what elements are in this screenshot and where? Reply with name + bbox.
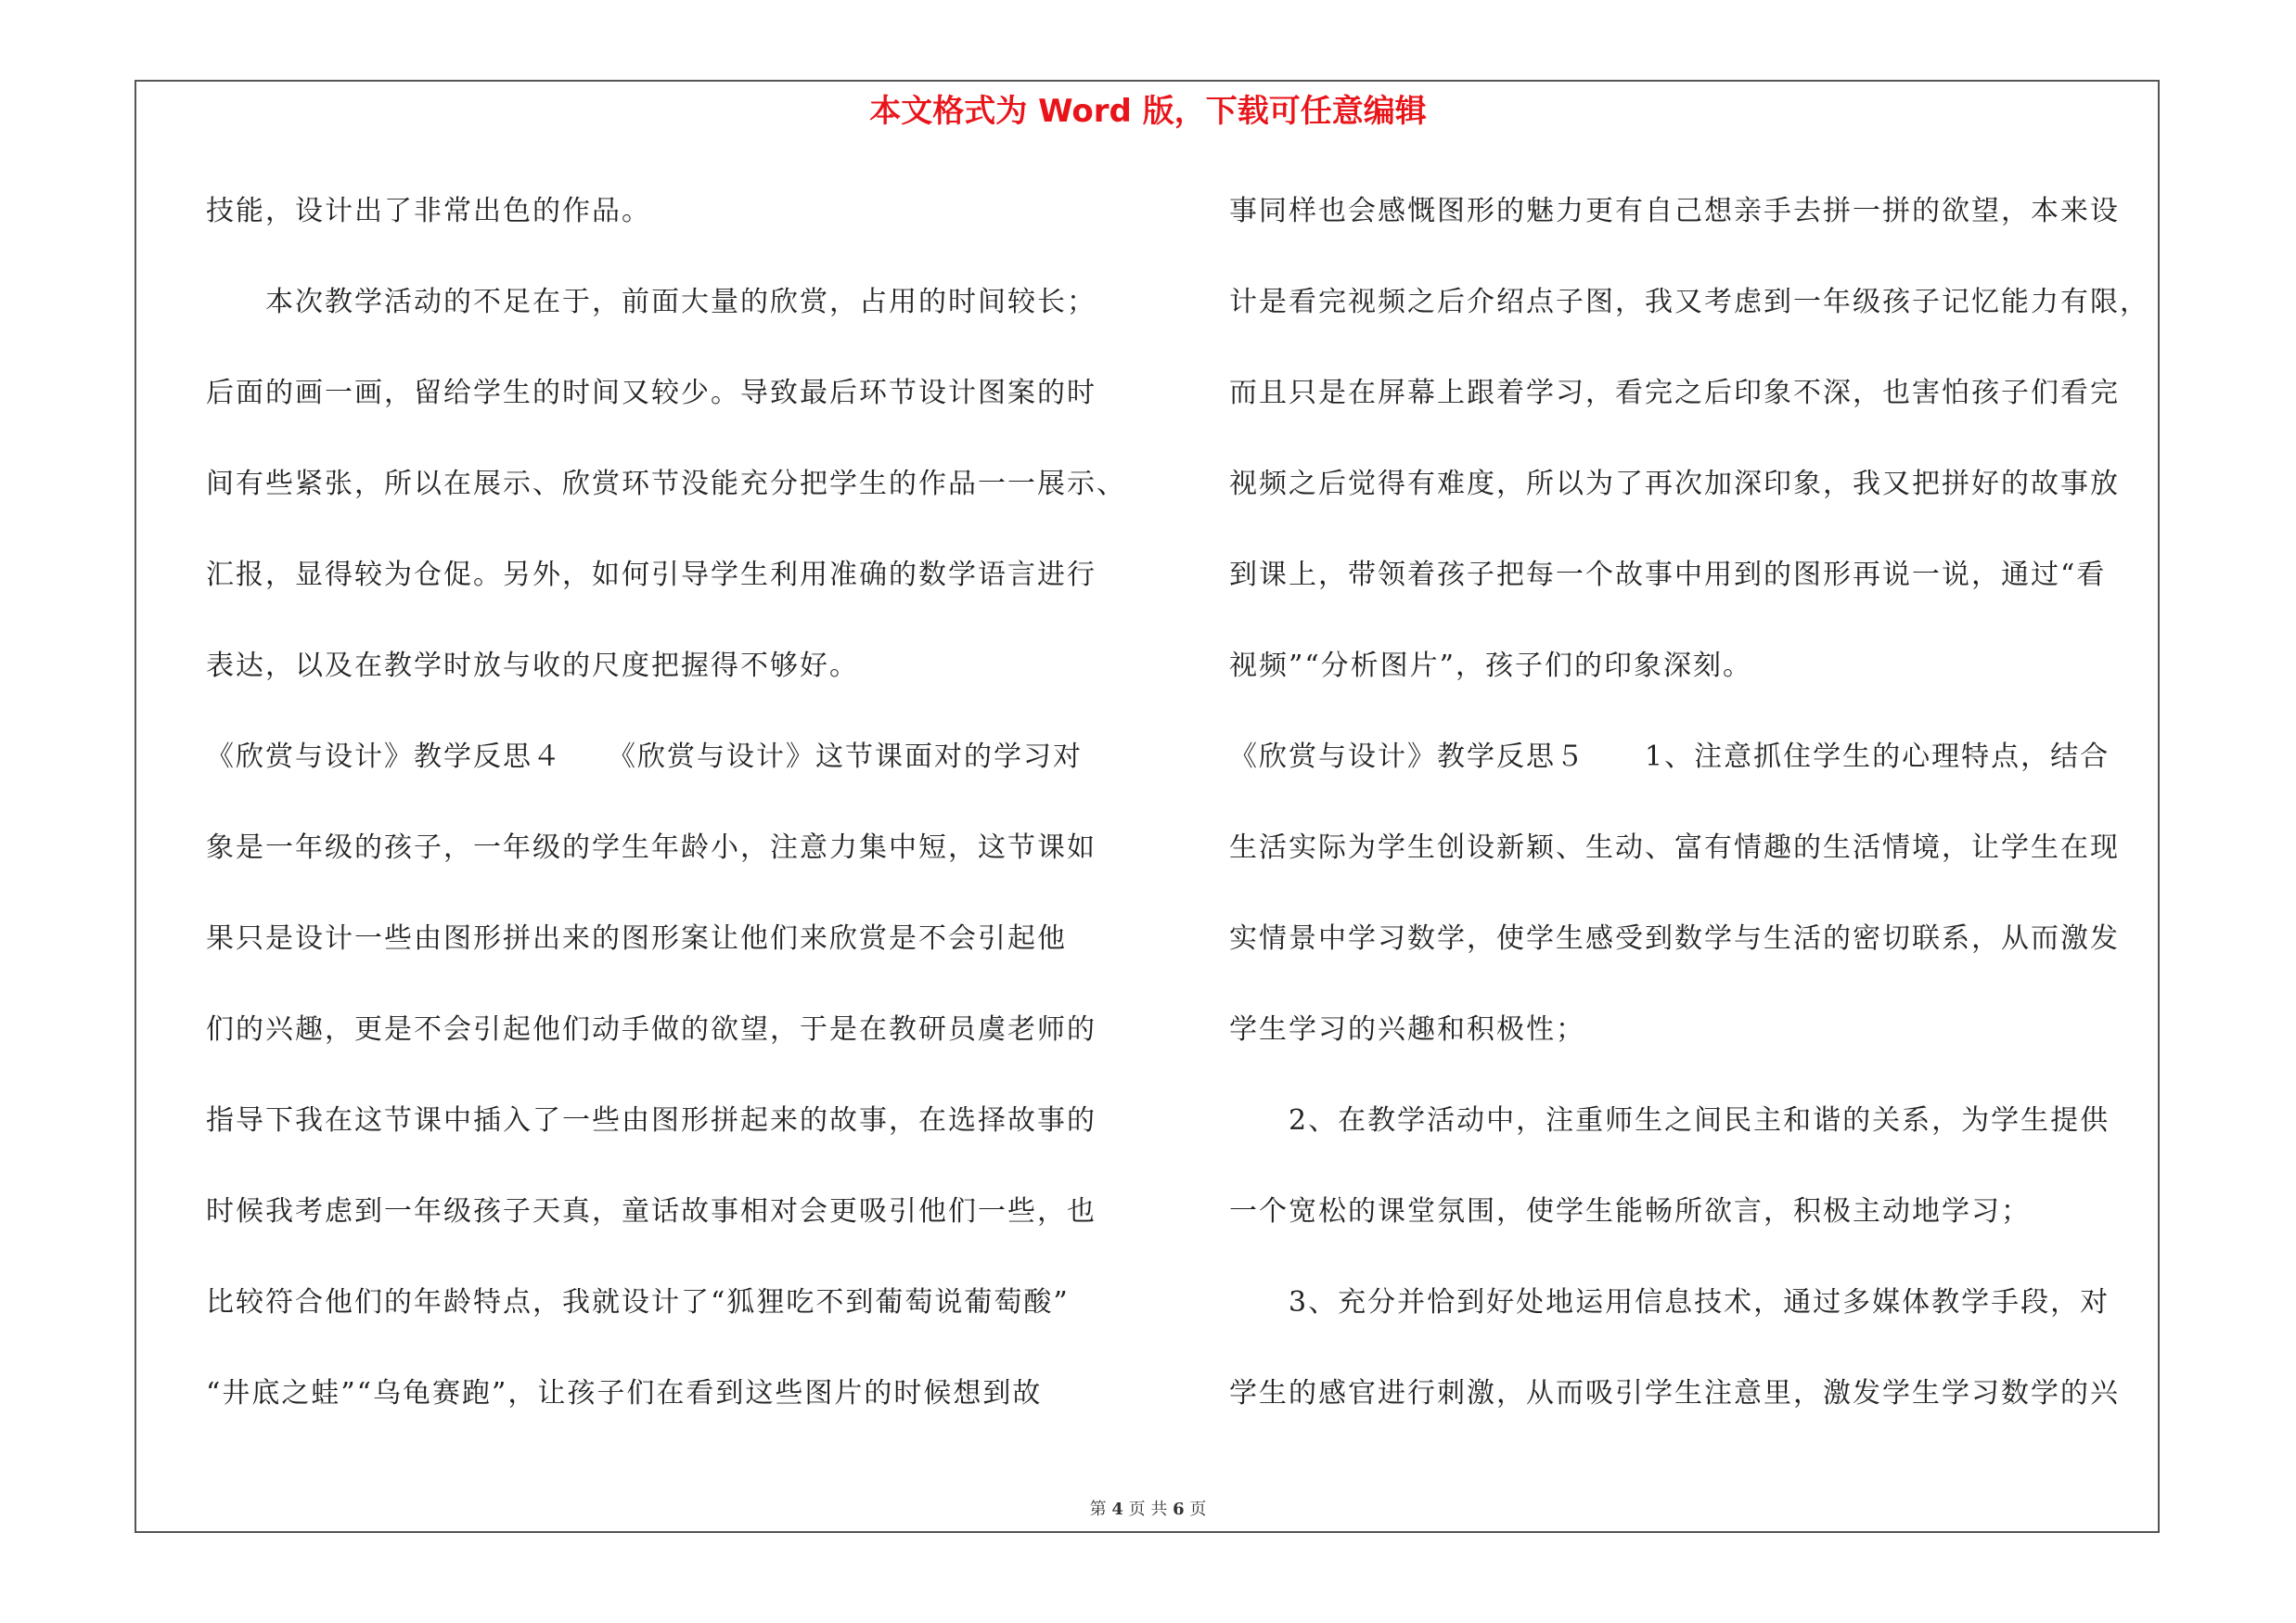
text-line: 2、在教学活动中，注重师生之间民主和谐的关系，为学生提供: [1229, 1104, 2110, 1137]
text-line: 3、充分并恰到好处地运用信息技术，通过多媒体教学手段，对: [1229, 1286, 2110, 1319]
text-line: 《欣赏与设计》教学反思４ 《欣赏与设计》这节课面对的学习对: [206, 741, 1083, 773]
text-line: 象是一年级的孩子，一年级的学生年龄小，注意力集中短，这节课如: [206, 831, 1097, 864]
text-line: 一个宽松的课堂氛围，使学生能畅所欲言，积极主动地学习；: [1229, 1195, 2031, 1228]
text-line: 后面的画一画，留给学生的时间又较少。导致最后环节设计图案的时: [206, 377, 1097, 409]
text-line: 时候我考虑到一年级孩子天真，童话故事相对会更吸引他们一些，也: [206, 1195, 1097, 1228]
text-line: 而且只是在屏幕上跟着学习，看完之后印象不深，也害怕孩子们看完: [1229, 377, 2120, 409]
text-line: 果只是设计一些由图形拼出来的图形案让他们来欣赏是不会引起他: [206, 922, 1067, 955]
text-line: 《欣赏与设计》教学反思５ 1、注意抓住学生的心理特点，结合: [1229, 741, 2110, 773]
right-column: [1229, 186, 2175, 1459]
footer-prefix: 第: [1089, 1500, 1107, 1519]
text-line: 汇报，显得较为仓促。另外，如何引导学生利用准确的数学语言进行: [206, 559, 1097, 591]
text-line: “井底之蛙”“乌龟赛跑”，让孩子们在看到这些图片的时候想到故: [206, 1377, 1043, 1410]
text-line: 间有些紧张，所以在展示、欣赏环节没能充分把学生的作品一一展示、: [206, 468, 1126, 500]
text-line: 到课上，带领着孩子把每一个故事中用到的图形再说一说，通过“看: [1229, 559, 2107, 591]
text-line: 计是看完视频之后介绍点子图，我又考虑到一年级孩子记忆能力有限，: [1229, 286, 2149, 318]
current-page-number: 4: [1111, 1500, 1123, 1519]
footer-middle: 页 共: [1128, 1500, 1168, 1519]
text-line: 视频之后觉得有难度，所以为了再次加深印象，我又把拼好的故事放: [1229, 468, 2120, 500]
text-line: 本次教学活动的不足在于，前面大量的欣赏，占用的时间较长；: [206, 286, 1097, 318]
page-number-footer: [0, 1496, 2296, 1520]
total-page-count: 6: [1173, 1500, 1185, 1519]
text-line: 事同样也会感慨图形的魅力更有自己想亲手去拼一拼的欲望，本来设: [1229, 195, 2120, 227]
text-line: 技能，设计出了非常出色的作品。: [206, 195, 651, 227]
text-line: 视频”“分析图片”，孩子们的印象深刻。: [1229, 650, 1753, 682]
text-line: 学生的感官进行刺激，从而吸引学生注意里，激发学生学习数学的兴: [1229, 1377, 2120, 1410]
text-line: 表达，以及在教学时放与收的尺度把握得不够好。: [206, 650, 859, 682]
text-line: 学生学习的兴趣和积极性；: [1229, 1013, 1585, 1046]
text-line: 实情景中学习数学，使学生感受到数学与生活的密切联系，从而激发: [1229, 922, 2120, 955]
text-line: 们的兴趣，更是不会引起他们动手做的欲望，于是在教研员虞老师的: [206, 1013, 1097, 1046]
format-banner: 本文格式为 Word 版，下载可任意编辑: [869, 93, 1427, 130]
text-line: 比较符合他们的年龄特点，我就设计了“狐狸吃不到葡萄说葡萄酸”: [206, 1286, 1070, 1319]
left-column: [206, 186, 1134, 1459]
text-line: 生活实际为学生创设新颖、生动、富有情趣的生活情境，让学生在现: [1229, 831, 2120, 864]
text-line: 指导下我在这节课中插入了一些由图形拼起来的故事，在选择故事的: [206, 1104, 1097, 1137]
footer-suffix: 页: [1189, 1500, 1207, 1519]
